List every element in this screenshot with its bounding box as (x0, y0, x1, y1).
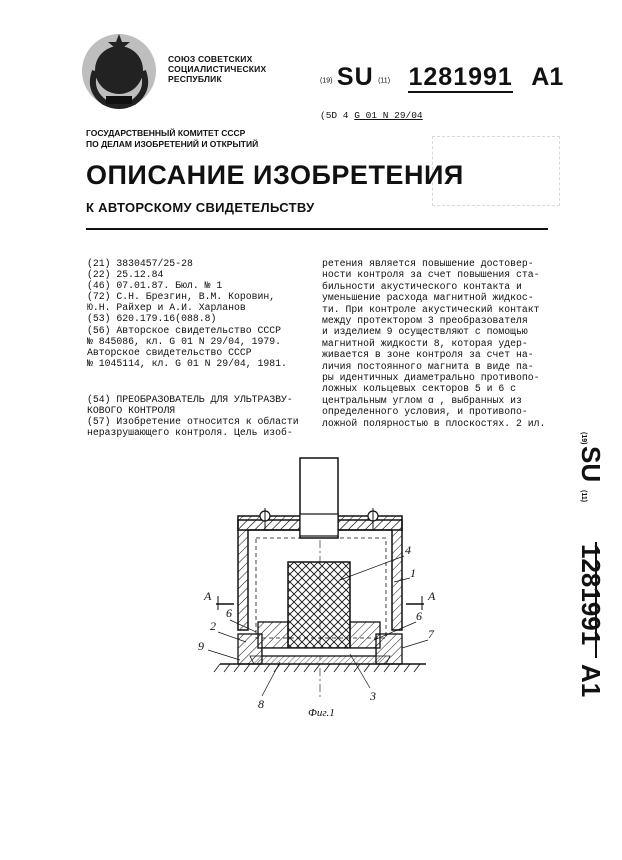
side-code-19: (19) (580, 432, 587, 445)
patent-kind: A1 (531, 63, 564, 91)
label-6-right: 6 (416, 609, 422, 623)
union-line: СОЦИАЛИСТИЧЕСКИХ (168, 64, 267, 74)
label-7: 7 (428, 627, 434, 641)
abstract-line: между протектором 3 преобразователя (322, 315, 528, 327)
biblio-line: (21) 3830457/25-28 (87, 258, 193, 269)
abstract-line: ности контроля за счет повышения ста- (322, 269, 540, 281)
abstract-line: неразрушающего контроля. Цель изоб- (87, 427, 293, 439)
ussr-emblem-icon (78, 30, 160, 112)
abstract-line: КОВОГО КОНТРОЛЯ (87, 405, 176, 417)
union-name (168, 54, 266, 84)
side-code-11: (11) (580, 490, 587, 503)
committee-line: ГОСУДАРСТВЕННЫЙ КОМИТЕТ СССР (86, 128, 246, 138)
abstract-line: ложной полярностью в плоскостях. 2 ил. (322, 417, 546, 429)
abstract-line: уменьшение расхода магнитной жидкос- (322, 292, 534, 304)
committee-name (86, 128, 258, 150)
biblio-line: (53) 620.179.16(088.8) (87, 313, 217, 325)
bibliographic-data (87, 258, 313, 369)
divider (86, 228, 548, 230)
label-section-a-left: A (204, 589, 212, 603)
biblio-line: (22) 25.12.84 (87, 269, 164, 281)
abstract-line: ры идентичных диаметрально противопо- (322, 372, 540, 384)
abstract-line: личия постоянного магнита в виде па- (322, 360, 534, 372)
patent-number-line (320, 63, 563, 92)
code-11: (11) (378, 77, 391, 85)
abstract-line: ти. При контроле акустический контакт (322, 303, 540, 315)
biblio-line: № 845086, кл. G 01 N 29/04, 1979. (87, 335, 282, 347)
label-6-left: 6 (226, 606, 232, 620)
union-line: РЕСПУБЛИК (168, 74, 222, 84)
biblio-line: (46) 07.01.87. Бюл. № 1 (87, 280, 223, 292)
side-patent-number (570, 432, 610, 712)
figure-1 (190, 450, 450, 730)
figure-caption: Фиг.1 (308, 707, 335, 719)
country-code: SU (336, 63, 374, 91)
abstract-line: ложных кольцевых секторов 5 и 6 с (322, 383, 517, 395)
abstract-line: определенного условия, и противопо- (322, 406, 528, 418)
document-title: ОПИСАНИЕ ИЗОБРЕТЕНИЯ (86, 160, 464, 190)
abstract-line: (57) Изобретение относится к области (87, 416, 299, 428)
label-2: 2 (210, 619, 216, 633)
label-8: 8 (258, 697, 264, 711)
ipc-code: G 01 N 29/04 (354, 110, 423, 121)
abstract-line: живается в зоне контроля за счет на- (322, 349, 534, 361)
ipc-classification (320, 110, 423, 121)
label-9: 9 (198, 639, 204, 653)
abstract-continued (322, 258, 552, 429)
abstract-line: ретения является повышение достовер- (322, 258, 534, 269)
abstract-line: бильности акустического контакта и (322, 280, 522, 292)
side-country: SU (576, 446, 606, 483)
biblio-line: (72) С.Н. Брезгин, В.М. Коровин, (87, 291, 276, 303)
label-section-a-right: A (428, 589, 436, 603)
abstract-line: магнитной жидкости 8, которая удер- (322, 337, 528, 349)
abstract-line: (54) ПРЕОБРАЗОВАТЕЛЬ ДЛЯ УЛЬТРАЗВУ- (87, 394, 293, 405)
biblio-line: Авторское свидетельство СССР (87, 346, 252, 358)
biblio-line: № 1045114, кл. G 01 N 29/04, 1981. (87, 357, 287, 369)
code-19: (19) (320, 77, 333, 85)
label-1: 1 (410, 566, 416, 580)
biblio-line: (56) Авторское свидетельство СССР (87, 324, 282, 336)
abstract-start (87, 394, 313, 438)
label-4: 4 (405, 543, 411, 557)
side-kind: A1 (576, 664, 606, 698)
biblio-line: Ю.Н. Райхер и А.И. Харланов (87, 302, 246, 314)
union-line: СОЮЗ СОВЕТСКИХ (168, 54, 253, 64)
committee-line: ПО ДЕЛАМ ИЗОБРЕТЕНИЙ И ОТКРЫТИЙ (86, 139, 259, 149)
ipc-prefix: (5D 4 (320, 110, 349, 121)
document-subtitle: К АВТОРСКОМУ СВИДЕТЕЛЬСТВУ (86, 200, 315, 215)
patent-number: 1281991 (408, 63, 513, 91)
abstract-line: центральным углом α , выбранных из (322, 394, 522, 406)
side-number: 1281991 (576, 544, 606, 646)
label-3: 3 (370, 689, 376, 703)
abstract-line: и изделием 9 осуществляют с помощью (322, 326, 528, 338)
